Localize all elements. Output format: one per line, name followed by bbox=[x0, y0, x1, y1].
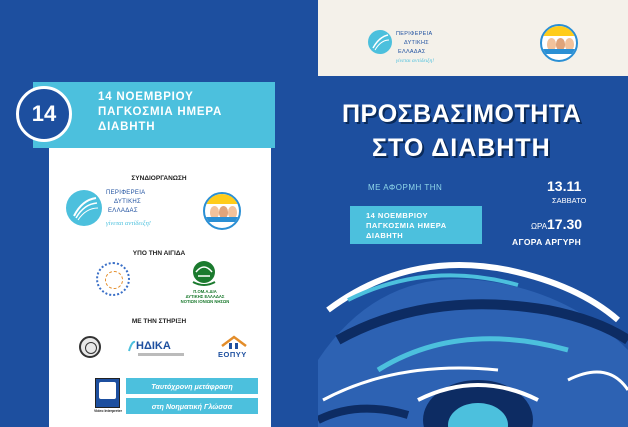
header-region-tagline: γίνεται αντίδειξη! bbox=[396, 58, 435, 64]
occasion-line: ΠΑΓΚΟΣΜΙΑ ΗΜΕΡΑ bbox=[366, 221, 447, 230]
region-logo-line: ΕΛΛΑΔΑΣ bbox=[108, 208, 138, 214]
event-hour: 17.30 bbox=[547, 216, 583, 232]
region-logo-line: ΔΥΤΙΚΗΣ bbox=[114, 199, 142, 205]
header-region-line: ΕΛΛΑΔΑΣ bbox=[398, 49, 426, 55]
occasion-line: ΔΙΑΒΗΤΗ bbox=[366, 231, 404, 240]
occasion-label: ΜΕ ΑΦΟΡΜΗ ΤΗΝ bbox=[368, 183, 443, 192]
idika-logo: ΗΔΙΚΑ bbox=[136, 340, 171, 352]
date-badge bbox=[16, 86, 72, 142]
left-banner-line: ΠΑΓΚΟΣΜΙΑ ΗΜΕΡΑ bbox=[98, 106, 223, 118]
eopyy-roof-icon bbox=[220, 334, 248, 350]
event-venue: ΑΓΟΡΑ ΑΡΓΥΡΗ bbox=[512, 237, 582, 247]
translation-bar-2: στη Νοηματική Γλώσσα bbox=[126, 398, 258, 414]
main-title-line2: ΣΤΟ ΔΙΑΒΗΤΗ bbox=[372, 134, 551, 162]
event-date: 13.11 bbox=[547, 178, 582, 194]
pom-logo-line: ΝΟΤΙΩΝ ΙΟΝΙΩΝ ΝΗΣΩΝ bbox=[180, 299, 230, 304]
main-title-line1: ΠΡΟΣΒΑΣΙΜΟΤΗΤΑ bbox=[342, 100, 582, 128]
eopyy-logo: ΕΟΠΥΥ bbox=[218, 350, 247, 359]
kids-association-logo bbox=[203, 192, 241, 230]
support-label: ΜΕ ΤΗΝ ΣΤΗΡΙΞΗ bbox=[131, 318, 187, 325]
region-swirl-icon bbox=[66, 190, 102, 226]
idika-subtitle-bar bbox=[138, 353, 198, 356]
idika-mark-icon bbox=[128, 340, 136, 352]
pom-logo-line: Π.ΟΜ.Α.ΔΙΑ bbox=[193, 289, 217, 294]
region-logo bbox=[66, 186, 196, 232]
university-seal-icon bbox=[79, 336, 101, 358]
video-interpreter-icon bbox=[95, 378, 120, 408]
left-banner-line: ΔΙΑΒΗΤΗ bbox=[98, 121, 156, 133]
abstract-eye-artwork bbox=[318, 250, 628, 427]
region-logo-line: ΠΕΡΙΦΕΡΕΙΑ bbox=[106, 190, 146, 196]
pom-association-logo bbox=[184, 258, 224, 290]
date-badge-number: 14 bbox=[31, 101, 57, 126]
translation-bar-1: Ταυτόχρονη μετάφραση bbox=[126, 378, 258, 394]
organisation-label: ΣΥΝΔΙΟΡΓΑΝΩΣΗ bbox=[131, 175, 187, 182]
event-day: ΣΑΒΒΑΤΟ bbox=[552, 196, 587, 205]
left-banner-text bbox=[98, 90, 222, 135]
header-region-swirl-icon bbox=[368, 30, 392, 54]
pom-logo-line: ΔΥΤΙΚΗΣ ΕΛΛΑΔΑΣ bbox=[185, 294, 225, 299]
right-header bbox=[318, 0, 628, 76]
occasion-banner-text bbox=[366, 211, 447, 241]
header-kids-association-logo bbox=[540, 24, 578, 62]
aegis-emblem bbox=[96, 262, 130, 296]
occasion-line: 14 ΝΟΕΜΒΡΙΟΥ bbox=[366, 211, 429, 220]
header-region-line: ΠΕΡΙΦΕΡΕΙΑ bbox=[396, 31, 433, 37]
pom-logo-text bbox=[170, 289, 240, 304]
header-region-line: ΔΥΤΙΚΗΣ bbox=[404, 40, 429, 46]
video-interpreter-caption: Video Interpreter bbox=[94, 409, 122, 413]
region-logo-tagline: γίνεται αντίδειξη! bbox=[106, 220, 151, 227]
event-hour-label: ΩΡΑ bbox=[531, 222, 548, 231]
left-banner-line: 14 ΝΟΕΜΒΡΙΟΥ bbox=[98, 91, 194, 103]
aegis-label: ΥΠΟ ΤΗΝ ΑΙΓΙΔΑ bbox=[132, 250, 186, 257]
